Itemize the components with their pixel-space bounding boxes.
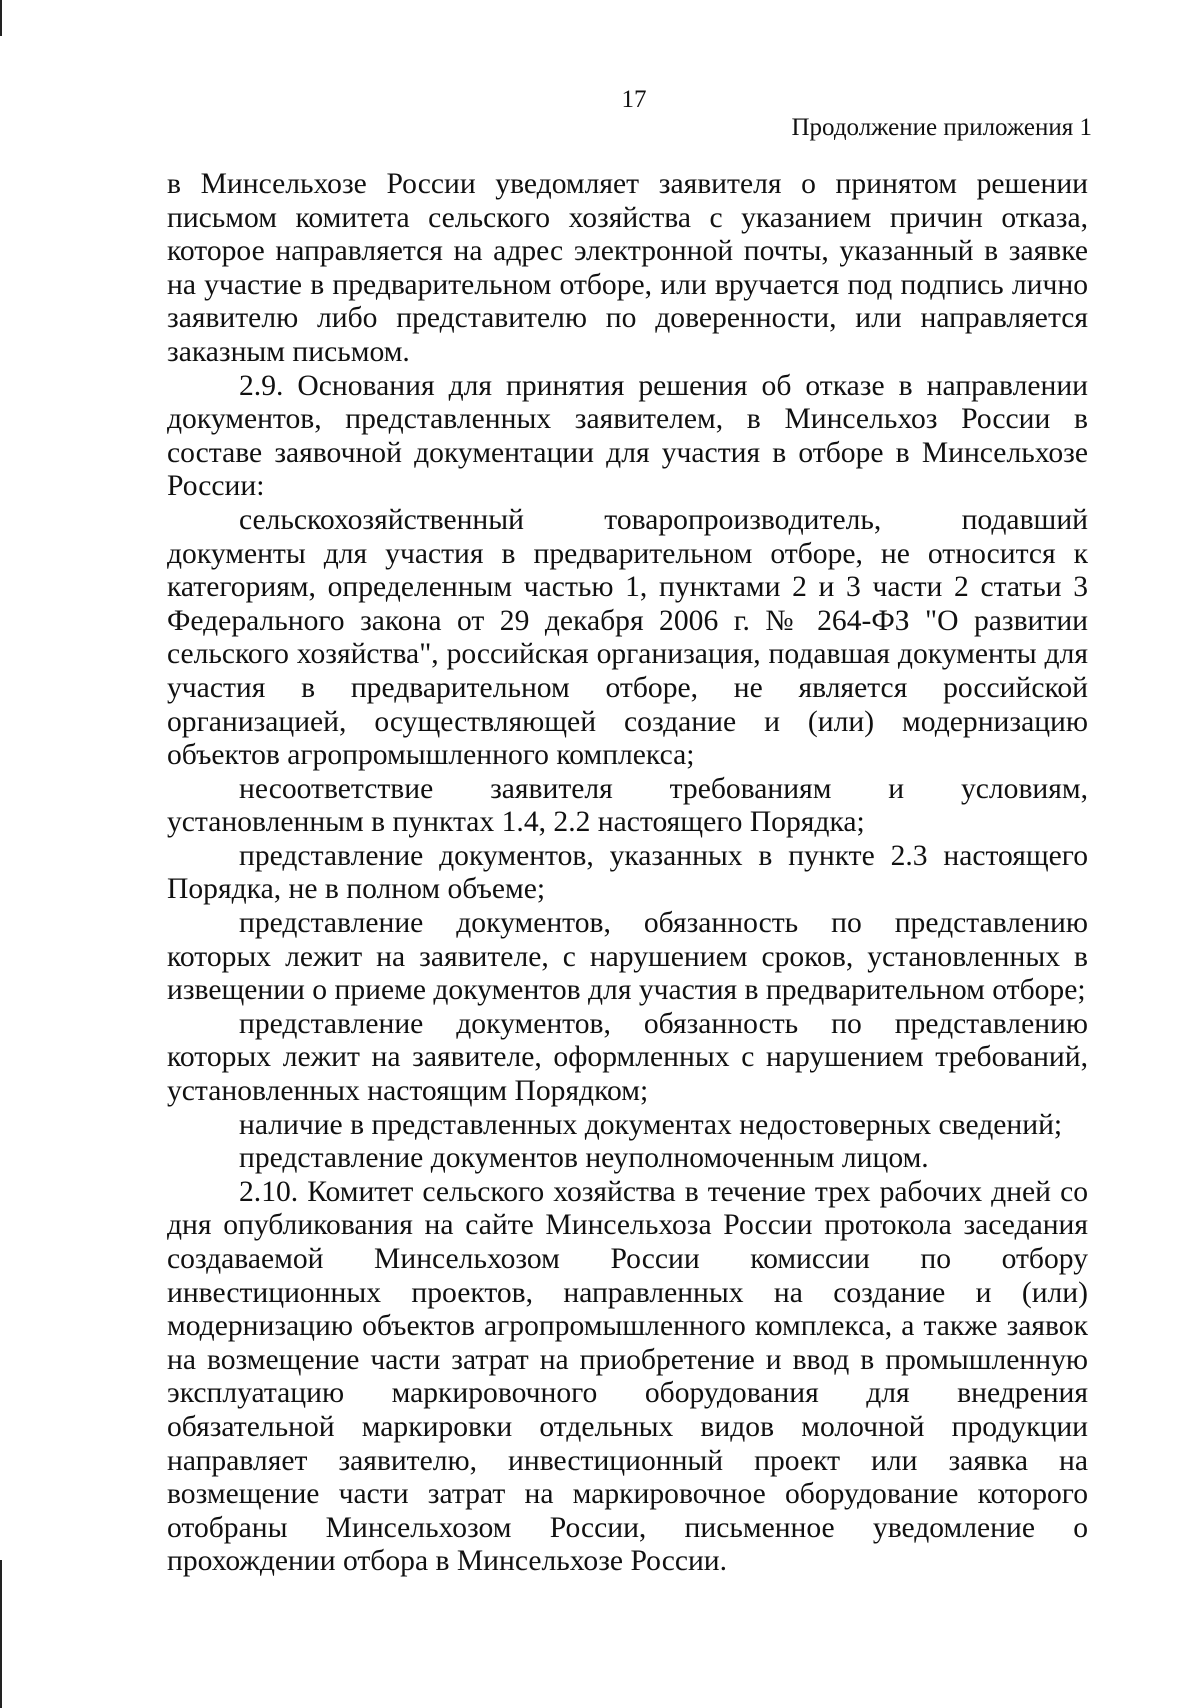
paragraph-ground-2: несоответствие заявителя требованиям и условиям, установленным в пунктах 1.4, 2.2 настоящего Порядка; xyxy=(167,772,1088,839)
appendix-note: Продолжение приложения 1 xyxy=(791,114,1092,141)
paragraph-ground-5: представление документов, обязанность по представлению которых лежит на заявителе, оформленных с нарушением требований, установленных настоящим Порядком; xyxy=(167,1007,1088,1108)
paragraph-ground-3: представление документов, указанных в пункте 2.3 настоящего Порядка, не в полном объеме; xyxy=(167,839,1088,906)
scan-edge-mark-top xyxy=(0,0,2,36)
paragraph-2-10: 2.10. Комитет сельского хозяйства в течение трех рабочих дней со дня опубликования на сайте Минсельхоза России протокола заседания создаваемой Минсельхозом России комиссии по отбору инвестиционных проектов, направленных на создание и (или) модернизацию объектов агропромышленного комплекса, а также заявок на возмещение части затрат на приобретение и ввод в промышленную эксплуатацию маркировочного оборудования для внедрения обязательной маркировки отдельных видов молочной продукции направляет заявителю, инвестиционный проект или заявка на возмещение части затрат на маркировочное оборудование которого отобраны Минсельхозом России, письменное уведомление о прохождении отбора в Минсельхозе России. xyxy=(167,1175,1088,1578)
paragraph-ground-1: сельскохозяйственный товаропроизводитель, подавший документы для участия в предварительном отборе, не относится к категориям, определенным частью 1, пунктами 2 и 3 части 2 статьи 3 Федерального закона от 29 декабря 2006 г. № 264-ФЗ "О развитии сельского хозяйства", российская организация, подавшая документы для участия в предварительном отборе, не является российской организацией, осуществляющей создание и (или) модернизацию объектов агропромышленного комплекса; xyxy=(167,503,1088,772)
paragraph-ground-7: представление документов неуполномоченным лицом. xyxy=(239,1142,929,1175)
scan-edge-mark-bottom xyxy=(0,1560,2,1708)
paragraph-ground-6: наличие в представленных документах недостоверных сведений; xyxy=(239,1108,1063,1141)
page-number: 17 xyxy=(621,86,647,113)
paragraph-2-9: 2.9. Основания для принятия решения об отказе в направлении документов, представленных заявителем, в Минсельхоз России в составе заявочной документации для участия в отборе в Минсельхозе России: xyxy=(167,369,1088,503)
paragraph-ground-4: представление документов, обязанность по представлению которых лежит на заявителе, с нарушением сроков, установленных в извещении о приеме документов для участия в предварительном отборе; xyxy=(167,907,1088,1007)
paragraph-continuation: в Минсельхозе России уведомляет заявителя о принятом решении письмом комитета сельского хозяйства с указанием причин отказа, которое направляется на адрес электронной почты, указанный в заявке на участие в предварительном отборе, или вручается под подпись лично заявителю либо представителю по доверенности, или направляется заказным письмом. xyxy=(167,168,1088,368)
document-body xyxy=(167,168,1088,1579)
